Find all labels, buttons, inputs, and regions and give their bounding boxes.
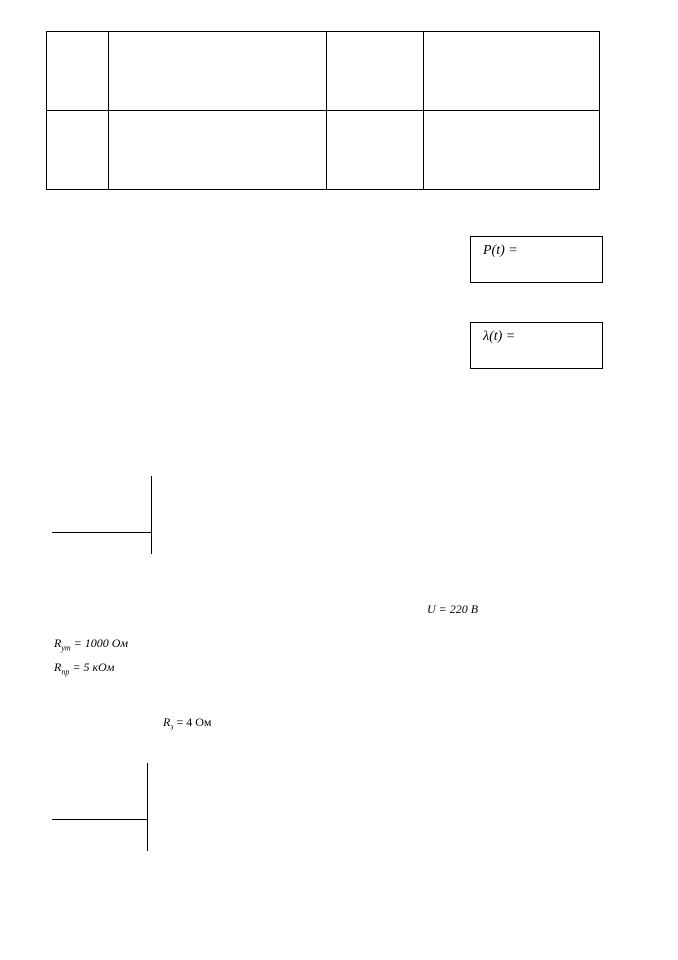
r-z-subscript: з — [170, 722, 174, 732]
r-z-value: = 4 Ом — [173, 715, 212, 729]
bracket-vertical-line — [147, 763, 148, 851]
table-cell — [47, 32, 109, 111]
r-pr-symbol: R — [54, 660, 62, 674]
voltage-text: U = 220 В — [427, 602, 479, 616]
failure-rate-label: λ(t) = — [483, 329, 516, 344]
table-row — [47, 111, 600, 190]
table-cell — [47, 111, 109, 190]
r-pr-subscript: пр — [61, 667, 70, 677]
failure-rate-answer-box — [470, 322, 603, 369]
probability-answer-box — [470, 236, 603, 283]
r-ut-value: = 1000 Ом — [70, 636, 129, 650]
table-cell — [424, 111, 600, 190]
r-ut-symbol: R — [54, 636, 62, 650]
table-cell — [424, 32, 600, 111]
bracket-vertical-line — [151, 476, 152, 554]
leakage-resistance-formula — [54, 636, 128, 652]
bracket-horizontal-line — [52, 532, 152, 533]
r-pr-value: = 5 кОм — [69, 660, 115, 674]
transition-resistance-formula — [54, 660, 114, 676]
table-cell — [109, 111, 327, 190]
bracket-horizontal-line — [52, 819, 148, 820]
table-cell — [327, 111, 424, 190]
r-z-symbol: R — [163, 715, 171, 729]
voltage-formula — [427, 602, 478, 617]
ground-resistance-formula — [163, 715, 212, 731]
data-table — [46, 31, 600, 190]
table-cell — [327, 32, 424, 111]
table-row — [47, 32, 600, 111]
probability-label: P(t) = — [483, 243, 518, 258]
r-ut-subscript: ут — [61, 643, 71, 653]
table-cell — [109, 32, 327, 111]
